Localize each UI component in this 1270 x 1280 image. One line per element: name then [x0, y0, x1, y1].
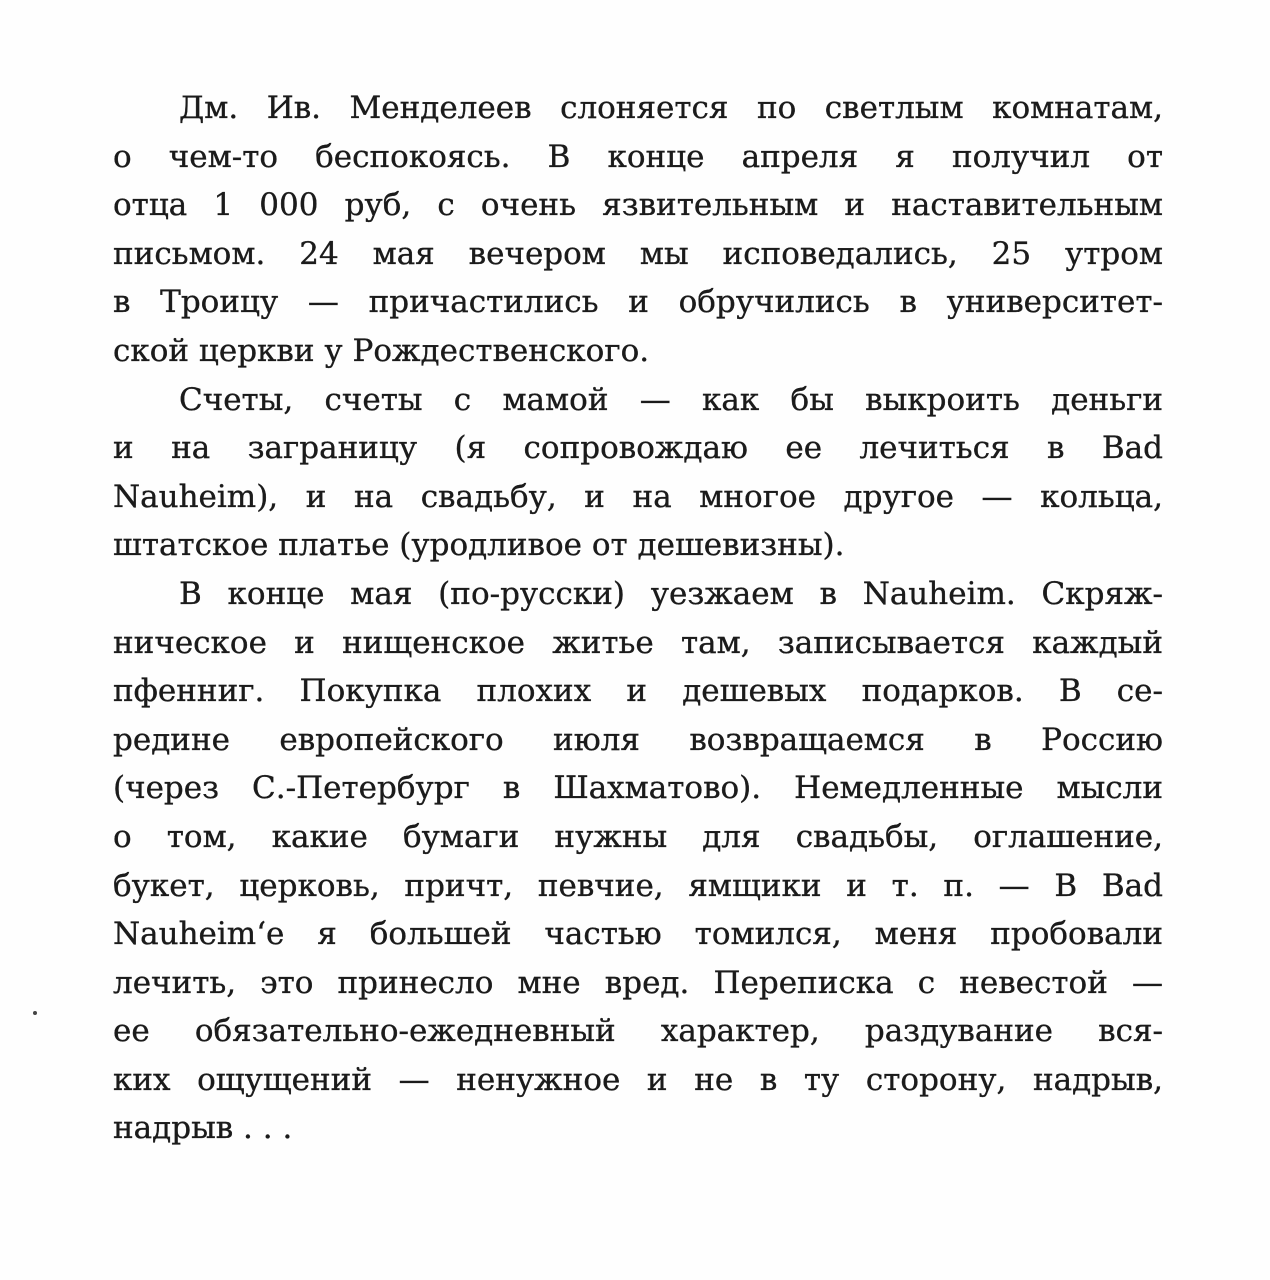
paragraph-1-line-5: в Троицу — причастились и обручились в университет- [113, 284, 1163, 321]
paragraph-2-line-4: штатское платье (уродливое от дешевизны). [113, 527, 845, 564]
paragraph-1-line-2: о чем-то беспокоясь. В конце апреля я получил от [113, 138, 1163, 175]
paragraph-1-line-6: ской церкви у Рождественского. [113, 332, 650, 369]
paragraph-3-line-12: надрыв . . . [113, 1110, 293, 1147]
paragraph-3-line-5: (через С.-Петербург в Шахматово). Немедленные мысли [113, 770, 1163, 807]
paragraph-3-line-9: лечить, это принесло мне вред. Переписка с невестой — [113, 964, 1163, 1001]
paragraph-1-line-3: отца 1 000 руб, с очень язвительным и наставительным [113, 187, 1163, 224]
paragraph-2-line-3: Nauheim), и на свадьбу, и на многое другое — кольца, [113, 478, 1163, 515]
paragraph-3-line-2: ническое и нищенское житье там, записывается каждый [113, 624, 1163, 661]
scan-speck [33, 1011, 37, 1015]
paragraph-3-line-7: букет, церковь, причт, певчие, ямщики и т. п. — В Bad [113, 867, 1163, 904]
paragraph-1-line-4: письмом. 24 мая вечером мы исповедались, 25 утром [113, 235, 1163, 272]
paragraph-3-line-3: пфенниг. Покупка плохих и дешевых подарков. В се- [113, 673, 1163, 710]
paragraph-2-line-2: и на заграницу (я сопровождаю ее лечиться в Bad [113, 430, 1163, 467]
paragraph-3-line-11: ких ощущений — ненужное и не в ту сторону, надрыв, [113, 1061, 1163, 1098]
paragraph-1-line-1: Дм. Ив. Менделеев слоняется по светлым комнатам, [179, 90, 1163, 126]
paragraph-3-line-8: Nauheim‘е я большей частью томился, меня пробовали [113, 916, 1163, 953]
paragraph-3-line-1: В конце мая (по-русски) уезжаем в Nauheim. Скряж- [179, 575, 1163, 612]
paragraph-3-line-10: ее обязательно-ежедневный характер, раздувание вся- [113, 1013, 1163, 1050]
body-text [113, 84, 1163, 1153]
paragraph-3-line-6: о том, какие бумаги нужны для свадьбы, оглашение, [113, 818, 1163, 855]
paragraph-2-line-1: Счеты, счеты с мамой — как бы выкроить деньги [179, 381, 1163, 418]
paragraph-3-line-4: редине европейского июля возвращаемся в Россию [113, 721, 1163, 758]
